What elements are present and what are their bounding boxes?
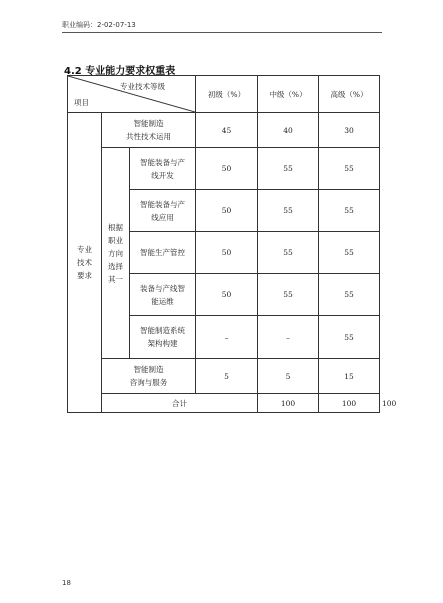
value-cell: 50 (196, 274, 258, 316)
group-label-line: 专业 (77, 245, 92, 254)
sub-group-label-line: 方向 (108, 248, 123, 258)
corner-label-item: 项目 (74, 98, 89, 107)
row-name-cell (102, 113, 196, 148)
table-row (68, 113, 380, 148)
value-cell: 50 (196, 148, 258, 190)
value-cell: 30 (319, 113, 380, 148)
group-label-line: 技术 (77, 258, 92, 267)
row-name-line: 架构构建 (147, 339, 178, 348)
value-cell: 55 (319, 316, 380, 359)
row-name-line: 共性技术运用 (126, 132, 171, 141)
value-cell: – (196, 316, 258, 359)
value-cell: 55 (319, 190, 380, 232)
sub-group-label-line: 职业 (108, 235, 123, 245)
value-cell: 5 (196, 359, 258, 394)
occupation-code: 职业编码：2-02-07-13 (62, 21, 136, 29)
table-row (68, 359, 380, 394)
row-name-cell (130, 190, 196, 232)
value-cell: 45 (196, 113, 258, 148)
value-cell: 55 (319, 148, 380, 190)
row-name-cell (130, 274, 196, 316)
sub-group-label-line: 根据 (108, 222, 123, 232)
row-name-line: 装备与产线智 (140, 283, 185, 293)
total-value: 100 (319, 394, 380, 413)
value-cell: 55 (319, 274, 380, 316)
level-header: 初级（%） (196, 76, 258, 113)
group-label-line: 要求 (77, 271, 92, 280)
value-cell: – (258, 316, 319, 359)
value-cell: 55 (319, 232, 380, 274)
row-name-cell (130, 232, 196, 274)
sub-group-label-line: 其一 (108, 274, 123, 284)
table-row (68, 148, 380, 190)
row-name-line: 智能制造系统 (140, 326, 185, 335)
row-name-line: 咨询与服务 (129, 378, 168, 387)
corner-label-level: 专业技术等级 (120, 82, 166, 91)
row-name-line: 智能制造 (133, 119, 164, 128)
table-header-row (68, 76, 380, 113)
value-cell: 55 (258, 274, 319, 316)
row-name-line: 智能制造 (133, 365, 164, 374)
page-number: 18 (62, 579, 71, 587)
row-name-line: 线开发 (151, 170, 174, 180)
section-title: 4.2 专业能力要求权重表 (64, 66, 176, 77)
group-label-cell (68, 113, 102, 413)
row-name-line: 智能装备与产 (140, 199, 185, 209)
sub-group-label-cell (102, 148, 130, 359)
level-header: 高级（%） (319, 76, 380, 113)
row-name-line: 智能生产管控 (140, 248, 185, 257)
level-header: 中级（%） (258, 76, 319, 113)
row-name-line: 能运维 (151, 296, 174, 306)
value-cell: 40 (258, 113, 319, 148)
row-name-cell (130, 316, 196, 359)
corner-header-cell (68, 76, 196, 113)
weight-table (67, 75, 397, 413)
value-cell: 50 (196, 232, 258, 274)
total-row: 合计 100 100 100 (68, 394, 380, 413)
header-rule (62, 32, 382, 33)
value-cell: 55 (258, 232, 319, 274)
total-label: 合计 (102, 394, 258, 413)
row-name-line: 智能装备与产 (140, 157, 185, 167)
row-name-cell (130, 148, 196, 190)
sub-group-label-line: 选择 (108, 261, 123, 271)
value-cell: 50 (196, 190, 258, 232)
value-cell: 55 (258, 148, 319, 190)
row-name-line: 线应用 (151, 212, 174, 222)
value-cell: 55 (258, 190, 319, 232)
row-name-cell (102, 359, 196, 394)
value-cell: 5 (258, 359, 319, 394)
total-value: 100 (258, 394, 319, 413)
value-cell: 15 (319, 359, 380, 394)
